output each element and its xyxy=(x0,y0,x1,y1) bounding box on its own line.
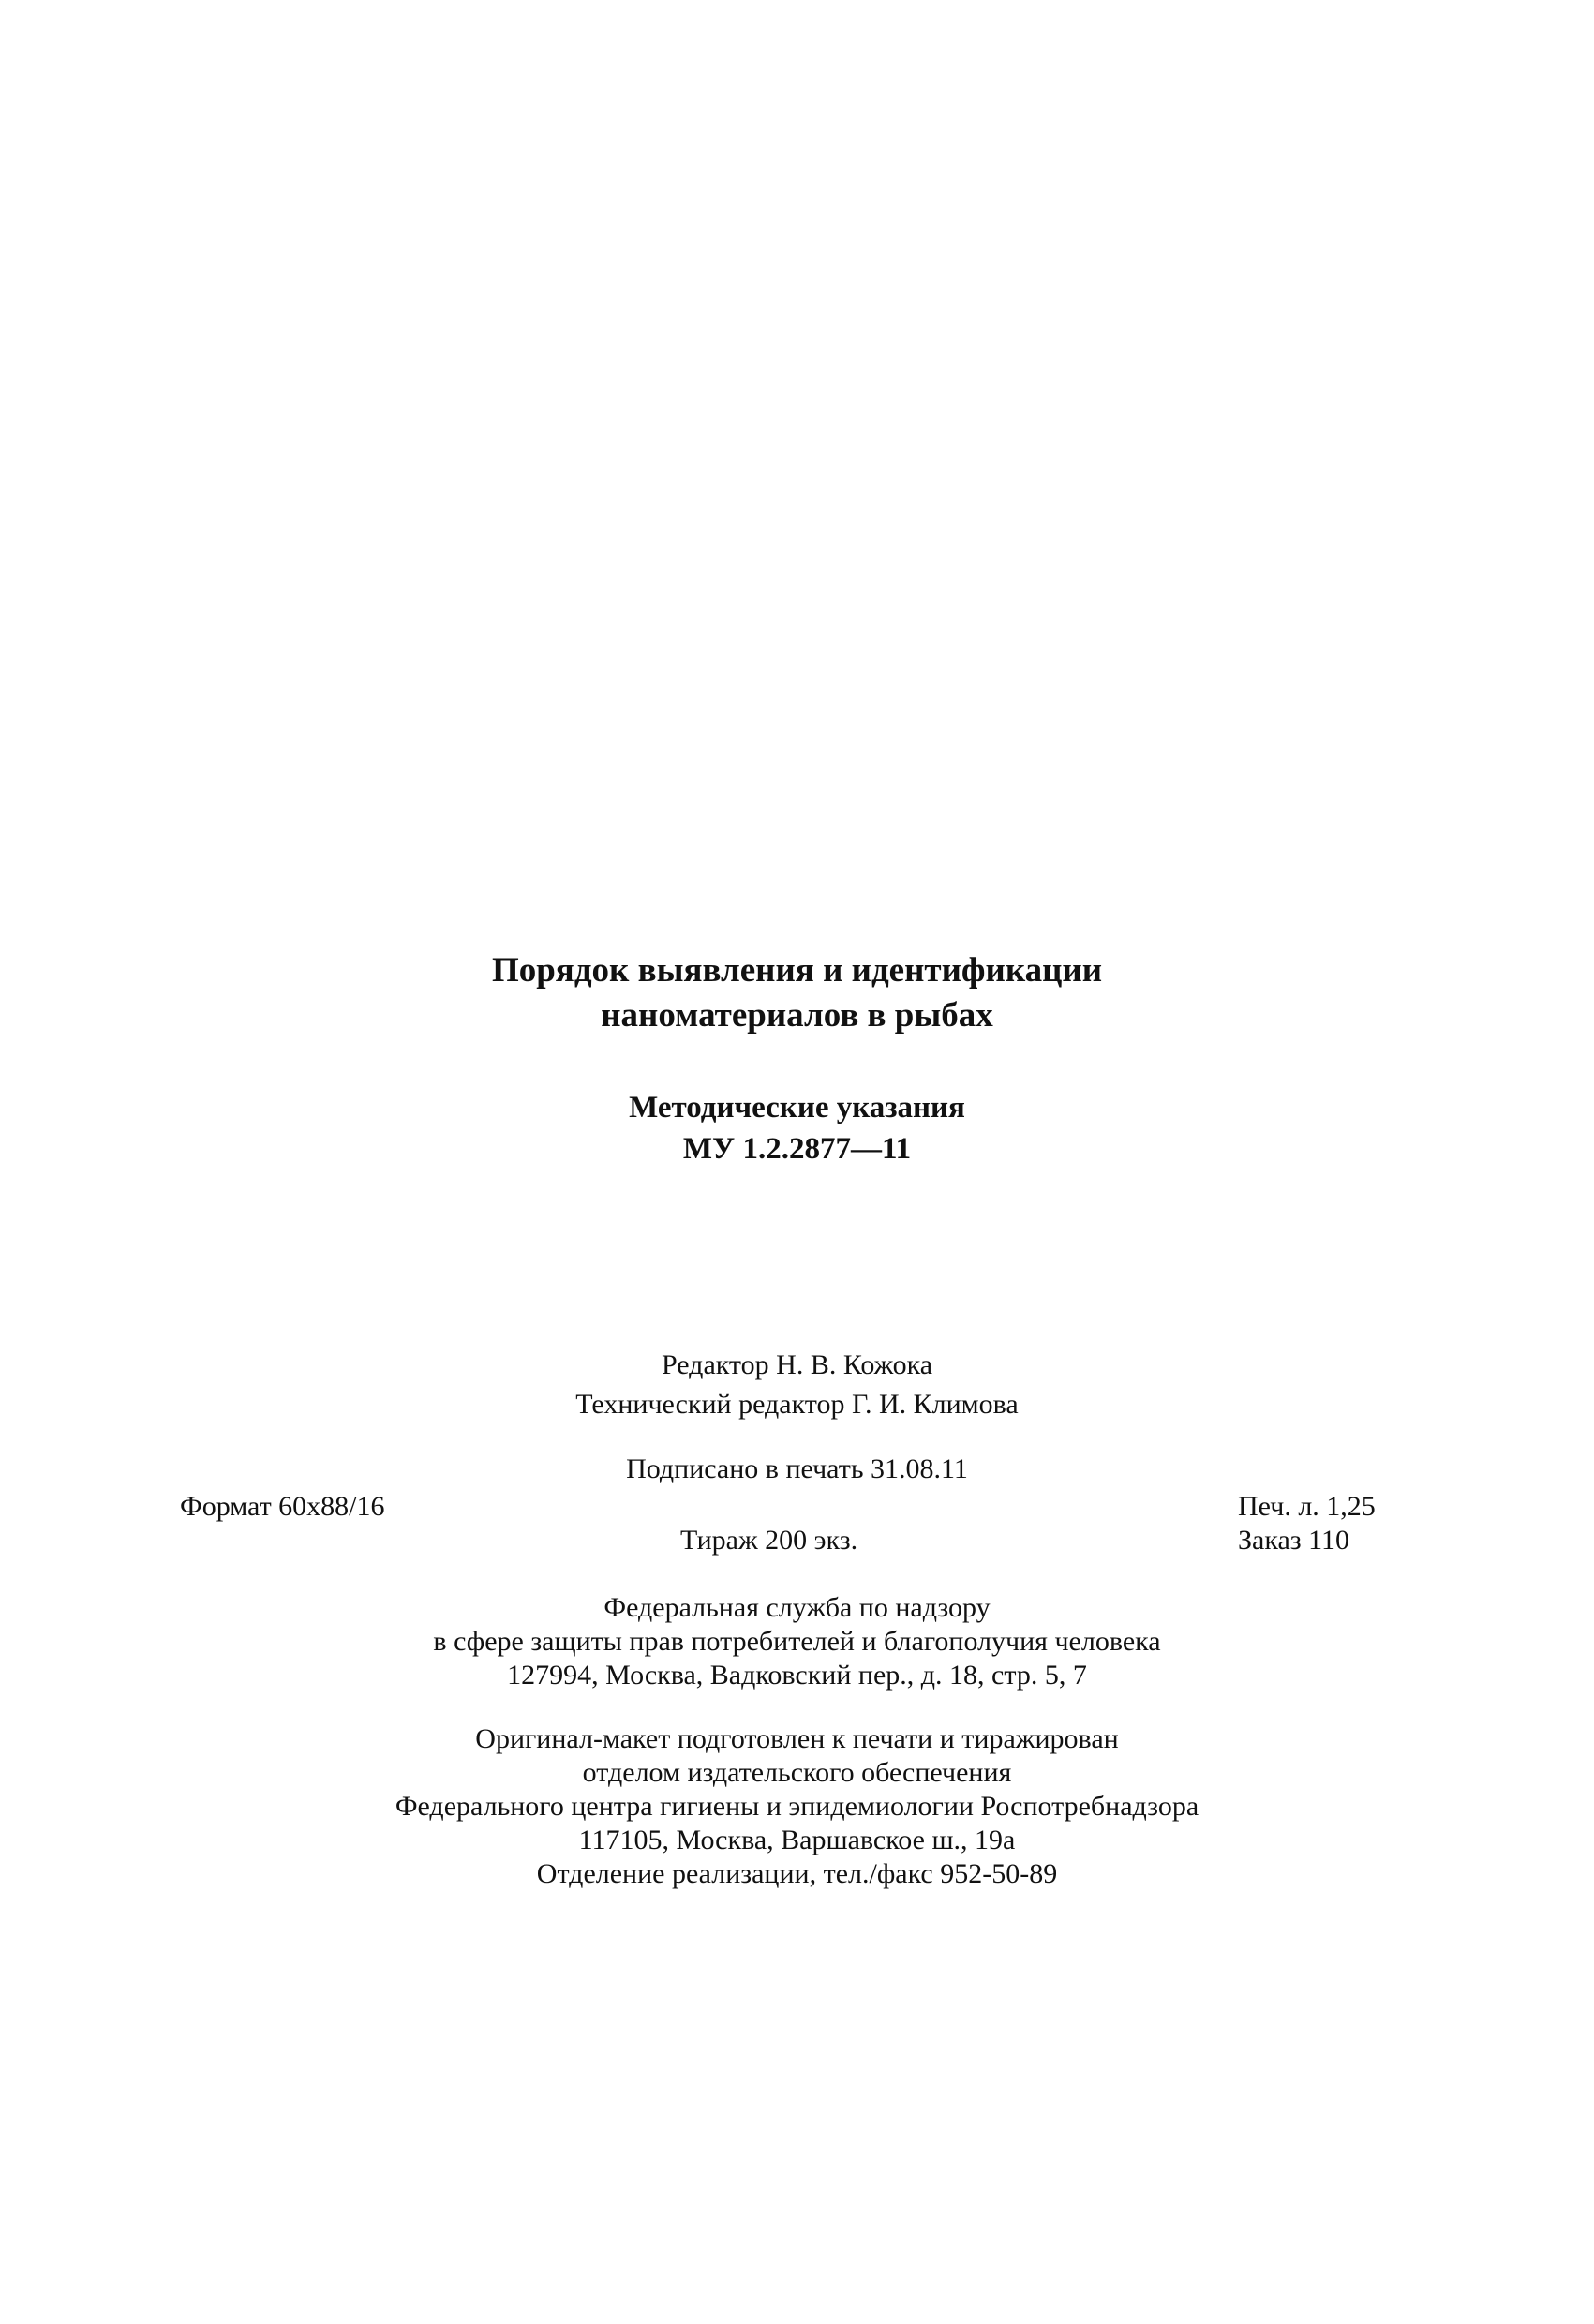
document-code: МУ 1.2.2877—11 xyxy=(682,1132,912,1166)
service-address: 127994, Москва, Вадковский пер., д. 18, стр. 5, 7 xyxy=(507,1660,1087,1691)
signed-date: Подписано в печать 31.08.11 xyxy=(626,1453,968,1484)
editor-name: Редактор Н. В. Кожока xyxy=(661,1349,933,1380)
order-number: Заказ 110 xyxy=(1238,1525,1350,1556)
title-line-1: Порядок выявления и идентификации xyxy=(491,951,1103,990)
document-subtitle xyxy=(0,1087,1594,1169)
service-line-2: в сфере защиты прав потребителей и благополучия человека xyxy=(433,1626,1161,1657)
service-line-1: Федеральная служба по надзору xyxy=(603,1592,991,1623)
publisher-address: 117105, Москва, Варшавское ш., 19а xyxy=(578,1825,1016,1855)
publisher-contact: Отделение реализации, тел./факс 952-50-89 xyxy=(536,1858,1058,1889)
document-title xyxy=(0,948,1594,1038)
publisher-block xyxy=(0,1722,1594,1891)
federal-service-block xyxy=(0,1591,1594,1692)
tech-editor-name: Технический редактор Г. И. Климова xyxy=(575,1389,1019,1420)
print-run: Тираж 200 экз. xyxy=(680,1525,858,1556)
paper-format: Формат 60x88/16 xyxy=(180,1491,385,1522)
publisher-line-3: Федерального центра гигиены и эпидемиологии Роспотребнадзора xyxy=(395,1791,1199,1822)
document-type: Методические указания xyxy=(629,1091,965,1125)
publisher-line-1: Оригинал-макет подготовлен к печати и тиражирован xyxy=(475,1723,1119,1754)
printed-sheets: Печ. л. 1,25 xyxy=(1238,1491,1376,1522)
publisher-line-2: отделом издательского обеспечения xyxy=(582,1757,1012,1788)
editors-block xyxy=(0,1346,1594,1424)
signed-to-print xyxy=(0,1451,1594,1488)
title-line-2: наноматериалов в рыбах xyxy=(601,996,993,1035)
